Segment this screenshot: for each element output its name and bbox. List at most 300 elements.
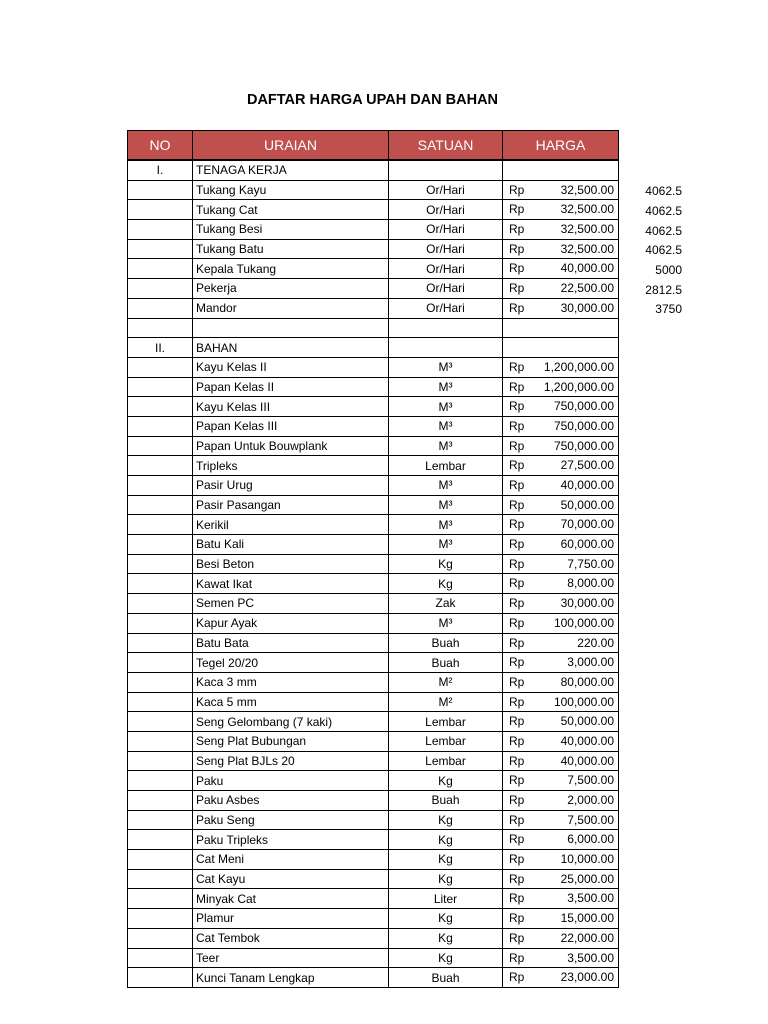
price-amount: 15,000.00 [560, 911, 614, 926]
row-satuan: Kg [389, 850, 503, 870]
row-satuan: M³ [389, 535, 503, 555]
price-amount: 3,000.00 [567, 655, 614, 670]
table-row [128, 830, 619, 850]
currency-label: Rp [509, 930, 525, 945]
row-harga [503, 712, 619, 732]
row-harga [503, 948, 619, 968]
row-no [128, 633, 193, 653]
row-satuan: M³ [389, 515, 503, 535]
currency-label: Rp [509, 241, 525, 256]
row-uraian: Pasir Urug [193, 476, 389, 496]
row-uraian: Semen PC [193, 594, 389, 614]
row-uraian: Seng Plat Bubungan [193, 731, 389, 751]
price-amount: 750,000.00 [553, 438, 614, 453]
row-uraian: Seng Plat BJLs 20 [193, 751, 389, 771]
row-satuan: Lembar [389, 751, 503, 771]
row-harga [503, 239, 619, 259]
row-harga [503, 633, 619, 653]
row-uraian: Pekerja [193, 279, 389, 299]
document-title: DAFTAR HARGA UPAH DAN BAHAN [246, 92, 499, 108]
currency-label: Rp [509, 576, 525, 591]
row-no [128, 692, 193, 712]
table-row [128, 397, 619, 417]
currency-label: Rp [509, 615, 525, 630]
currency-label: Rp [509, 182, 525, 197]
row-no [128, 850, 193, 870]
row-harga [503, 535, 619, 555]
row-harga [503, 279, 619, 299]
row-no [128, 594, 193, 614]
currency-label: Rp [509, 300, 525, 315]
table-row [128, 259, 619, 279]
row-no [128, 810, 193, 830]
row-no [128, 456, 193, 476]
extra-value: 4062.5 [645, 203, 682, 218]
row-satuan: Lembar [389, 456, 503, 476]
row-harga [503, 830, 619, 850]
row-harga [503, 731, 619, 751]
table-row [128, 200, 619, 220]
row-uraian: Kayu Kelas II [193, 357, 389, 377]
table-row [128, 889, 619, 909]
currency-label: Rp [509, 911, 525, 926]
extra-value: 4062.5 [645, 223, 682, 238]
header-harga: HARGA [503, 131, 619, 161]
row-uraian: Kepala Tukang [193, 259, 389, 279]
row-harga [503, 456, 619, 476]
row-satuan: Kg [389, 948, 503, 968]
price-amount: 60,000.00 [560, 537, 614, 552]
row-satuan: Or/Hari [389, 239, 503, 259]
header-satuan: SATUAN [389, 131, 503, 161]
row-no: II. [128, 338, 193, 358]
price-amount: 750,000.00 [553, 418, 614, 433]
currency-label: Rp [509, 655, 525, 670]
row-satuan: Or/Hari [389, 180, 503, 200]
price-amount: 40,000.00 [560, 261, 614, 276]
row-satuan: Kg [389, 810, 503, 830]
row-uraian: Cat Tembok [193, 928, 389, 948]
row-satuan [389, 318, 503, 338]
row-satuan [389, 338, 503, 358]
row-harga [503, 850, 619, 870]
row-uraian: Kaca 3 mm [193, 672, 389, 692]
row-uraian: Batu Bata [193, 633, 389, 653]
extra-value: 4062.5 [645, 243, 682, 258]
row-satuan: M³ [389, 397, 503, 417]
row-satuan: Or/Hari [389, 259, 503, 279]
row-satuan: M³ [389, 377, 503, 397]
table-row [128, 869, 619, 889]
row-uraian: TENAGA KERJA [193, 160, 389, 180]
row-no: I. [128, 160, 193, 180]
row-harga [503, 495, 619, 515]
row-no [128, 731, 193, 751]
row-no [128, 968, 193, 988]
row-harga [503, 200, 619, 220]
table-row [128, 771, 619, 791]
row-uraian: Tegel 20/20 [193, 653, 389, 673]
currency-label: Rp [509, 832, 525, 847]
currency-label: Rp [509, 753, 525, 768]
row-satuan: Kg [389, 574, 503, 594]
row-satuan: M³ [389, 436, 503, 456]
row-harga [503, 574, 619, 594]
table-row [128, 318, 619, 338]
currency-label: Rp [509, 517, 525, 532]
table-row [128, 751, 619, 771]
row-satuan: Or/Hari [389, 220, 503, 240]
table-row [128, 692, 619, 712]
row-harga [503, 672, 619, 692]
row-harga [503, 259, 619, 279]
header-no: NO [128, 131, 193, 161]
price-amount: 1,200,000.00 [543, 359, 614, 374]
price-amount: 32,500.00 [560, 182, 614, 197]
extra-value: 3750 [655, 302, 682, 317]
row-uraian: Paku [193, 771, 389, 791]
price-amount: 40,000.00 [560, 753, 614, 768]
currency-label: Rp [509, 261, 525, 276]
price-amount: 25,000.00 [560, 871, 614, 886]
price-amount: 3,500.00 [567, 950, 614, 965]
price-amount: 50,000.00 [560, 497, 614, 512]
table-row [128, 357, 619, 377]
row-satuan: Zak [389, 594, 503, 614]
row-satuan: Buah [389, 791, 503, 811]
row-no [128, 613, 193, 633]
row-harga [503, 416, 619, 436]
table-row [128, 416, 619, 436]
row-uraian: Kunci Tanam Lengkap [193, 968, 389, 988]
row-harga [503, 377, 619, 397]
currency-label: Rp [509, 202, 525, 217]
price-amount: 100,000.00 [553, 615, 614, 630]
row-uraian: Cat Kayu [193, 869, 389, 889]
row-uraian: Teer [193, 948, 389, 968]
extra-value: 4062.5 [645, 184, 682, 199]
currency-label: Rp [509, 359, 525, 374]
row-satuan: Buah [389, 653, 503, 673]
row-uraian: BAHAN [193, 338, 389, 358]
price-amount: 10,000.00 [560, 852, 614, 867]
row-satuan: Kg [389, 909, 503, 929]
table-row [128, 574, 619, 594]
table-row [128, 810, 619, 830]
row-no [128, 220, 193, 240]
table-row [128, 791, 619, 811]
row-no [128, 377, 193, 397]
row-harga [503, 298, 619, 318]
row-uraian: Kapur Ayak [193, 613, 389, 633]
row-harga [503, 771, 619, 791]
currency-label: Rp [509, 281, 525, 296]
row-uraian: Tukang Besi [193, 220, 389, 240]
row-satuan: Kg [389, 928, 503, 948]
table-row [128, 731, 619, 751]
row-no [128, 397, 193, 417]
row-uraian: Plamur [193, 909, 389, 929]
row-satuan: Kg [389, 771, 503, 791]
price-amount: 1,200,000.00 [543, 379, 614, 394]
row-uraian: Paku Tripleks [193, 830, 389, 850]
currency-label: Rp [509, 694, 525, 709]
row-uraian: Pasir Pasangan [193, 495, 389, 515]
row-satuan [389, 160, 503, 180]
table-row [128, 554, 619, 574]
row-harga [503, 160, 619, 180]
table-row [128, 850, 619, 870]
row-harga [503, 554, 619, 574]
table-row [128, 928, 619, 948]
row-satuan: Lembar [389, 712, 503, 732]
row-satuan: Buah [389, 968, 503, 988]
price-amount: 27,500.00 [560, 458, 614, 473]
row-uraian: Tukang Cat [193, 200, 389, 220]
row-no [128, 889, 193, 909]
row-no [128, 416, 193, 436]
row-uraian: Kaca 5 mm [193, 692, 389, 712]
row-satuan: M³ [389, 416, 503, 436]
table-row [128, 239, 619, 259]
row-uraian: Papan Untuk Bouwplank [193, 436, 389, 456]
row-satuan: M³ [389, 495, 503, 515]
row-harga [503, 869, 619, 889]
row-uraian: Cat Meni [193, 850, 389, 870]
row-satuan: M³ [389, 357, 503, 377]
row-harga [503, 889, 619, 909]
row-no [128, 672, 193, 692]
price-amount: 220.00 [577, 635, 614, 650]
currency-label: Rp [509, 399, 525, 414]
row-no [128, 239, 193, 259]
price-amount: 40,000.00 [560, 478, 614, 492]
row-satuan: Kg [389, 554, 503, 574]
row-no [128, 751, 193, 771]
table-row [128, 594, 619, 614]
row-harga [503, 318, 619, 338]
row-no [128, 909, 193, 929]
row-harga [503, 180, 619, 200]
price-amount: 30,000.00 [560, 300, 614, 315]
price-amount: 7,500.00 [567, 773, 614, 788]
price-amount: 32,500.00 [560, 241, 614, 256]
currency-label: Rp [509, 950, 525, 965]
table-row [128, 436, 619, 456]
price-amount: 7,750.00 [567, 556, 614, 571]
row-uraian: Kawat Ikat [193, 574, 389, 594]
row-no [128, 279, 193, 299]
price-amount: 32,500.00 [560, 202, 614, 217]
price-amount: 30,000.00 [560, 596, 614, 611]
table-row [128, 298, 619, 318]
row-uraian [193, 318, 389, 338]
price-amount: 3,500.00 [567, 891, 614, 906]
currency-label: Rp [509, 635, 525, 650]
row-harga [503, 515, 619, 535]
row-uraian: Papan Kelas II [193, 377, 389, 397]
row-harga [503, 220, 619, 240]
header-uraian: URAIAN [193, 131, 389, 161]
row-harga [503, 397, 619, 417]
row-uraian: Batu Kali [193, 535, 389, 555]
currency-label: Rp [509, 891, 525, 906]
row-satuan: Liter [389, 889, 503, 909]
table-row [128, 712, 619, 732]
row-harga [503, 692, 619, 712]
row-no [128, 869, 193, 889]
row-satuan: M³ [389, 613, 503, 633]
row-uraian: Minyak Cat [193, 889, 389, 909]
currency-label: Rp [509, 674, 525, 689]
table-row [128, 160, 619, 180]
row-harga [503, 357, 619, 377]
currency-label: Rp [509, 537, 525, 552]
price-amount: 22,500.00 [560, 281, 614, 296]
row-satuan: Or/Hari [389, 279, 503, 299]
table-row [128, 338, 619, 358]
table-row [128, 180, 619, 200]
table-row [128, 515, 619, 535]
currency-label: Rp [509, 793, 525, 807]
row-no [128, 180, 193, 200]
price-amount: 8,000.00 [567, 576, 614, 591]
table-row [128, 968, 619, 988]
currency-label: Rp [509, 812, 525, 827]
price-amount: 23,000.00 [560, 970, 614, 985]
row-satuan: Or/Hari [389, 200, 503, 220]
table-row [128, 535, 619, 555]
row-harga [503, 968, 619, 988]
row-satuan: Buah [389, 633, 503, 653]
price-amount: 50,000.00 [560, 714, 614, 729]
price-amount: 70,000.00 [560, 517, 614, 532]
price-amount: 80,000.00 [560, 674, 614, 689]
table-row [128, 948, 619, 968]
table-row [128, 476, 619, 496]
currency-label: Rp [509, 714, 525, 729]
table-row [128, 672, 619, 692]
row-uraian: Besi Beton [193, 554, 389, 574]
price-amount: 750,000.00 [553, 399, 614, 414]
table-row [128, 377, 619, 397]
row-harga [503, 436, 619, 456]
row-no [128, 495, 193, 515]
row-no [128, 830, 193, 850]
row-harga [503, 928, 619, 948]
row-no [128, 535, 193, 555]
row-satuan: Lembar [389, 731, 503, 751]
table-row [128, 909, 619, 929]
row-no [128, 298, 193, 318]
row-no [128, 574, 193, 594]
price-amount: 22,000.00 [560, 930, 614, 945]
table-row [128, 633, 619, 653]
currency-label: Rp [509, 222, 525, 237]
currency-label: Rp [509, 478, 525, 492]
price-amount: 100,000.00 [553, 694, 614, 709]
row-no [128, 554, 193, 574]
row-satuan: Kg [389, 830, 503, 850]
row-uraian: Tukang Kayu [193, 180, 389, 200]
row-no [128, 771, 193, 791]
row-no [128, 712, 193, 732]
row-uraian: Mandor [193, 298, 389, 318]
currency-label: Rp [509, 556, 525, 571]
price-amount: 40,000.00 [560, 733, 614, 748]
row-satuan: M² [389, 672, 503, 692]
currency-label: Rp [509, 733, 525, 748]
currency-label: Rp [509, 773, 525, 788]
row-no [128, 357, 193, 377]
table-row [128, 495, 619, 515]
row-no [128, 515, 193, 535]
row-harga [503, 338, 619, 358]
table-row [128, 653, 619, 673]
row-uraian: Paku Asbes [193, 791, 389, 811]
price-amount: 6,000.00 [567, 832, 614, 847]
row-uraian: Papan Kelas III [193, 416, 389, 436]
row-satuan: Kg [389, 869, 503, 889]
table-row [128, 279, 619, 299]
row-uraian: Kayu Kelas III [193, 397, 389, 417]
row-harga [503, 594, 619, 614]
row-uraian: Paku Seng [193, 810, 389, 830]
row-no [128, 259, 193, 279]
row-no [128, 928, 193, 948]
row-harga [503, 613, 619, 633]
table-row [128, 220, 619, 240]
price-amount: 7,500.00 [567, 812, 614, 827]
row-uraian: Tripleks [193, 456, 389, 476]
table-body [128, 160, 619, 987]
row-uraian: Kerikil [193, 515, 389, 535]
currency-label: Rp [509, 438, 525, 453]
row-no [128, 476, 193, 496]
currency-label: Rp [509, 970, 525, 985]
price-table [127, 130, 619, 988]
row-uraian: Tukang Batu [193, 239, 389, 259]
row-satuan: M³ [389, 476, 503, 496]
row-harga [503, 909, 619, 929]
price-amount: 2,000.00 [567, 793, 614, 807]
extra-value: 5000 [655, 263, 682, 277]
row-no [128, 791, 193, 811]
row-satuan: M² [389, 692, 503, 712]
currency-label: Rp [509, 852, 525, 867]
row-harga [503, 791, 619, 811]
row-satuan: Or/Hari [389, 298, 503, 318]
currency-label: Rp [509, 497, 525, 512]
price-amount: 32,500.00 [560, 222, 614, 237]
currency-label: Rp [509, 596, 525, 611]
extra-value: 2812.5 [645, 282, 682, 297]
currency-label: Rp [509, 871, 525, 886]
currency-label: Rp [509, 379, 525, 394]
table-row [128, 613, 619, 633]
row-harga [503, 810, 619, 830]
currency-label: Rp [509, 458, 525, 473]
row-no [128, 318, 193, 338]
table-header-row [128, 131, 619, 161]
row-harga [503, 751, 619, 771]
table-row [128, 456, 619, 476]
row-harga [503, 476, 619, 496]
row-no [128, 200, 193, 220]
currency-label: Rp [509, 418, 525, 433]
row-no [128, 653, 193, 673]
row-no [128, 436, 193, 456]
